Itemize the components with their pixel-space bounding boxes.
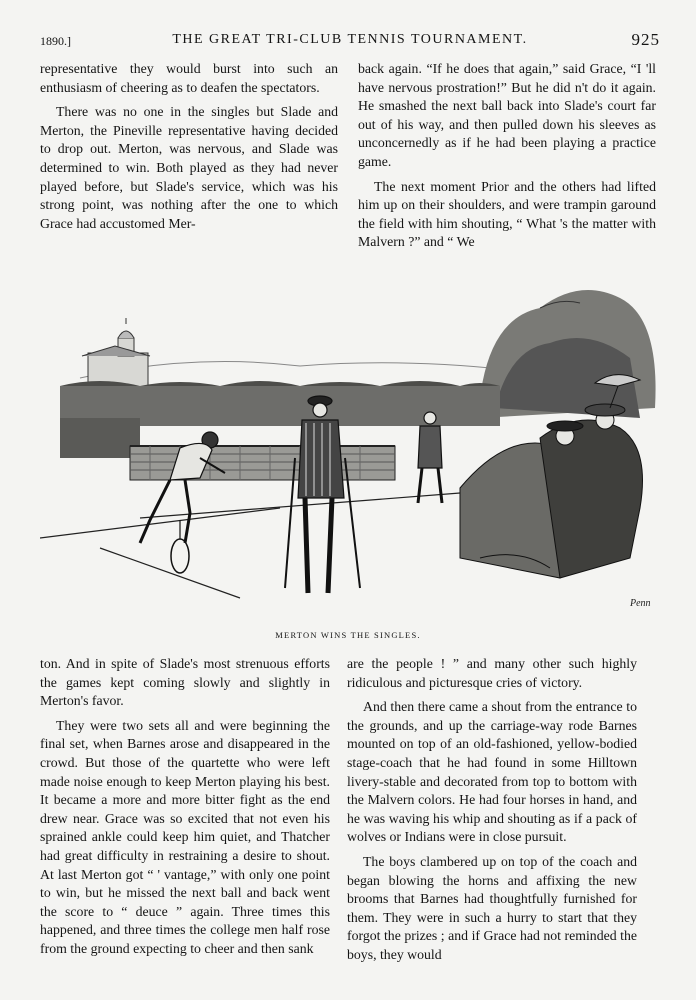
paragraph: back again. “If he does that again,” said Grace, “I 'll have nervous prostration!” But he did n't do it again. He smashed the next ball back into Slade's court far out of his way, and then pulled down his sleeves as unconcernedly as if he had been playing a practice game. [358, 61, 656, 169]
paragraph: They were two sets all and were beginning the final set, when Barnes arose and disappeared in the crowd. But those of the quartette who were left made noise enough to keep Merton playing his best. It became a more and more bitter fight as the end drew near. Grace was so excited that not even his sprained ankle could keep him quiet, and Thatcher had great difficulty in restraining a desire to shout. At last Merton got “ ' vantage,” with only one point to win, but he missed the next ball and back went the score to “ deuce ” again. Three times this happened, and three times the college men half rose from the ground expecting to cheer and then sank [40, 717, 330, 956]
text-column-3 [40, 655, 330, 959]
text-column-4 [347, 655, 637, 965]
paragraph: And then there came a shout from the entrance to the grounds, and up the carriage-way rode Barnes mounted on top of an old-fashioned, yellow-bodied stage-coach that he had found in some Hilltown livery-stable and decorated from top to bottom with the Malvern colors. He had four horses in hand, and he was waving his whip and shouting as if a pack of wolves or Indians were in close pursuit. [347, 699, 637, 845]
text-column-1 [40, 60, 338, 233]
running-header [40, 30, 660, 52]
artist-signature: Penn [630, 598, 651, 609]
paragraph: There was no one in the singles but Slade and Merton, the Pineville representative having decided to drop out. Merton, was nervous, and Slade was determined to win. Both played as they had never played before, but Slade's service, which was his strong point, was nothing after the one to which Grace had accustomed Mer- [40, 104, 338, 231]
paragraph: are the people ! ” and many other such highly ridiculous and picturesque cries of victory. [347, 656, 637, 690]
tennis-illustration [40, 258, 660, 620]
paragraph: representative they would burst into such an enthusiasm of cheering as to deafen the spectators. [40, 61, 338, 95]
header-title: THE GREAT TRI-CLUB TENNIS TOURNAMENT. [172, 32, 528, 47]
paragraph: The boys clambered up on top of the coach and began blowing the horns and affixing the new brooms that Barnes had thoughtfully furnished for them. They were in such a hurry to start that they forgot the prizes ; and if Grace had not reminded the boys, they would [347, 853, 637, 962]
paragraph: The next moment Prior and the others had lifted him up on their shoulders, and were trampin garound the field with him shouting, “ What 's the matter with Malvern ?” and “ We [358, 178, 656, 250]
tennis-net-drawing [130, 446, 395, 480]
text-column-2 [358, 60, 656, 252]
illustration-caption: MERTON WINS THE SINGLES. [275, 630, 421, 640]
paragraph: ton. And in spite of Slade's most strenuous efforts the games kept coming slowly and slightly in Merton's favor. [40, 656, 330, 709]
header-year: 1890.] [40, 34, 71, 48]
page-number: 925 [631, 30, 660, 49]
